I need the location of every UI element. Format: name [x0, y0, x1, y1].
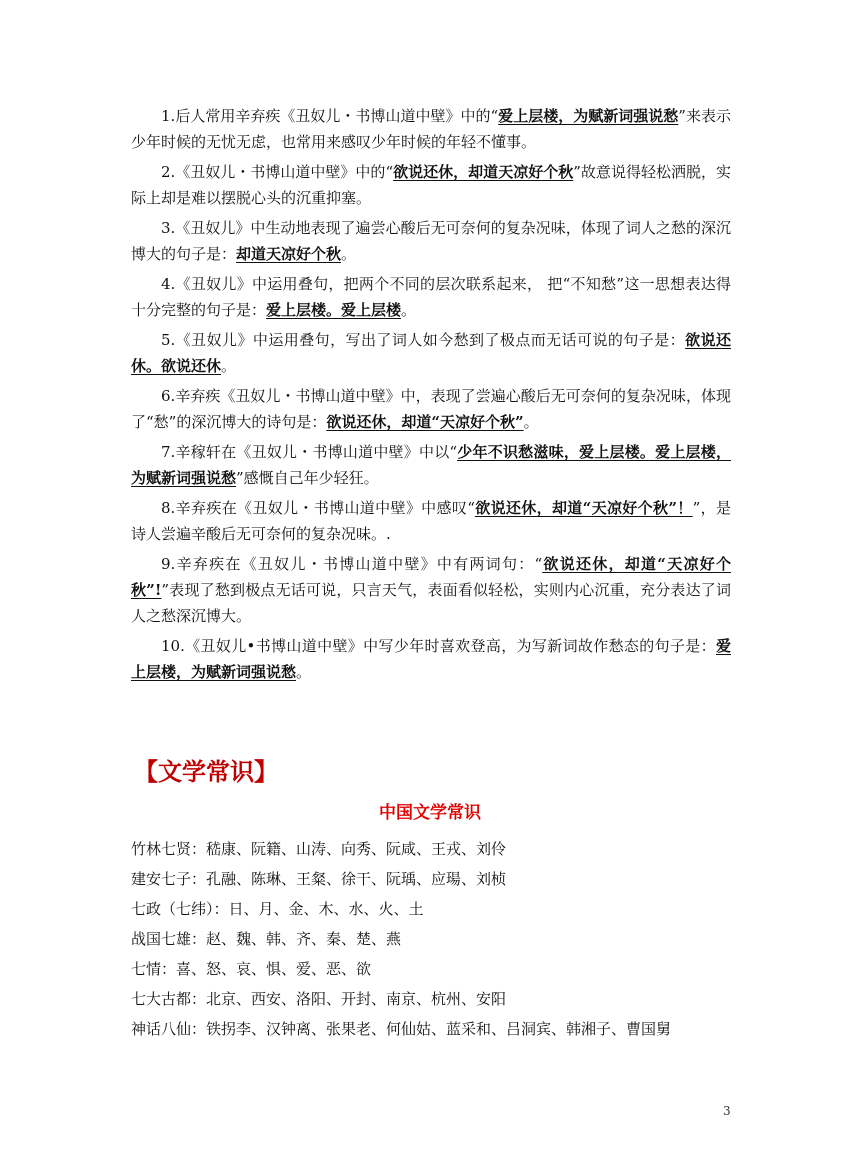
question-text: 5.《丑奴儿》中运用叠句，写出了词人如今愁到了极点而无话可说的句子是： [161, 331, 686, 349]
fact-line: 七情：喜、怒、哀、惧、爱、恶、欲 [131, 960, 372, 978]
question-item-5 [131, 327, 731, 379]
question-item-2 [131, 159, 731, 211]
question-text-tail: ”表现了愁到极点无话可说，只言天气，表面看似轻松，实则内心沉重，充分表达了词人之愁深沉博大。 [131, 581, 731, 625]
question-item-4 [131, 271, 731, 323]
fact-line: 七大古都：北京、西安、洛阳、开封、南京、杭州、安阳 [131, 990, 507, 1008]
answer-text: 爱上层楼，为赋新词强说愁 [131, 637, 731, 681]
fact-line: 七政（七纬）：日、月、金、木、水、火、土 [131, 900, 424, 918]
answer-text: 欲说还休，却道“天凉好个秋”! [131, 555, 731, 599]
answer-text: 欲说还休，却道“天凉好个秋” [326, 413, 524, 431]
fact-line: 神话八仙：铁拐李、汉钟离、张果老、何仙姑、蓝采和、吕洞宾、韩湘子、曹国舅 [131, 1020, 672, 1038]
answer-text: 欲说还休，却道“天凉好个秋”！ [474, 499, 693, 517]
question-text: 10.《丑奴儿•书博山道中壁》中写少年时喜欢登高，为写新词故作愁态的句子是： [161, 637, 716, 655]
answer-text: 却道天凉好个秋 [236, 245, 342, 263]
question-text: 4.《丑奴儿》中运用叠句，把两个不同的层次联系起来， 把“不知愁”这一思想表达得十分完整的句子是： [131, 275, 731, 319]
question-text: 6.辛弃疾《丑奴儿・书博山道中壁》中，表现了尝遍心酸后无可奈何的复杂况味，体现了“愁”的深沉博大的诗句是： [131, 387, 731, 431]
question-text-tail: 。 [296, 663, 312, 681]
page-number: 3 [723, 1104, 731, 1118]
facts-list [131, 834, 751, 1044]
question-text-tail: 。 [401, 301, 417, 319]
question-item-7 [131, 439, 731, 491]
question-item-6 [131, 383, 731, 435]
question-text: 2.《丑奴儿・书博山道中壁》中的“ [161, 163, 394, 181]
question-item-9 [131, 551, 731, 629]
answer-text: 爱上层楼。爱上层楼 [266, 301, 402, 319]
question-text-tail: ”来表示少年时候的无忧无虑，也常用来感叹少年时候的年轻不懂事。 [131, 107, 731, 151]
question-text: 9.辛弃疾在《丑奴儿・书博山道中壁》中有两词句：“ [161, 555, 543, 573]
question-item-3 [131, 215, 731, 267]
answer-text: 爱上层楼，为赋新词强说愁 [498, 107, 679, 125]
fact-line: 战国七雄：赵、魏、韩、齐、秦、楚、燕 [131, 930, 402, 948]
subsection-title: 中国文学常识 [379, 803, 481, 823]
answer-text: 欲说还休。欲说还休 [131, 331, 731, 375]
question-item-8 [131, 495, 731, 547]
question-text-tail: ”，是诗人尝遍辛酸后无可奈何的复杂况味。. [131, 499, 731, 543]
section-title: 【文学常识】 [134, 758, 278, 786]
question-text-tail: ”感慨自己年少轻狂。 [236, 469, 379, 487]
question-item-10 [131, 633, 731, 685]
question-text-tail: 。 [341, 245, 357, 263]
question-item-1 [131, 103, 731, 155]
question-text-tail: 。 [523, 413, 539, 431]
answer-text: 欲说还休，却道天凉好个秋 [393, 163, 574, 181]
fact-line: 竹林七贤：嵇康、阮籍、山涛、向秀、阮咸、王戎、刘伶 [131, 840, 507, 858]
fact-line: 建安七子：孔融、陈琳、王粲、徐干、阮瑀、应瑒、刘桢 [131, 870, 507, 888]
question-text: 3.《丑奴儿》中生动地表现了遍尝心酸后无可奈何的复杂况味，体现了词人之愁的深沉博大的句子是： [131, 219, 731, 263]
question-text: 8.辛弃疾在《丑奴儿・书博山道中壁》中感叹“ [161, 499, 475, 517]
answer-text: 少年不识愁滋味，爱上层楼。爱上层楼，为赋新词强说愁 [131, 443, 731, 487]
question-text: 7.辛稼轩在《丑奴儿・书博山道中壁》中以“ [161, 443, 458, 461]
question-text: 1.后人常用辛弃疾《丑奴儿・书博山道中壁》中的“ [161, 107, 499, 125]
question-text-tail: 。 [221, 357, 237, 375]
question-list [131, 103, 731, 689]
question-text-tail: ”故意说得轻松洒脱，实际上却是难以摆脱心头的沉重抑塞。 [131, 163, 732, 207]
